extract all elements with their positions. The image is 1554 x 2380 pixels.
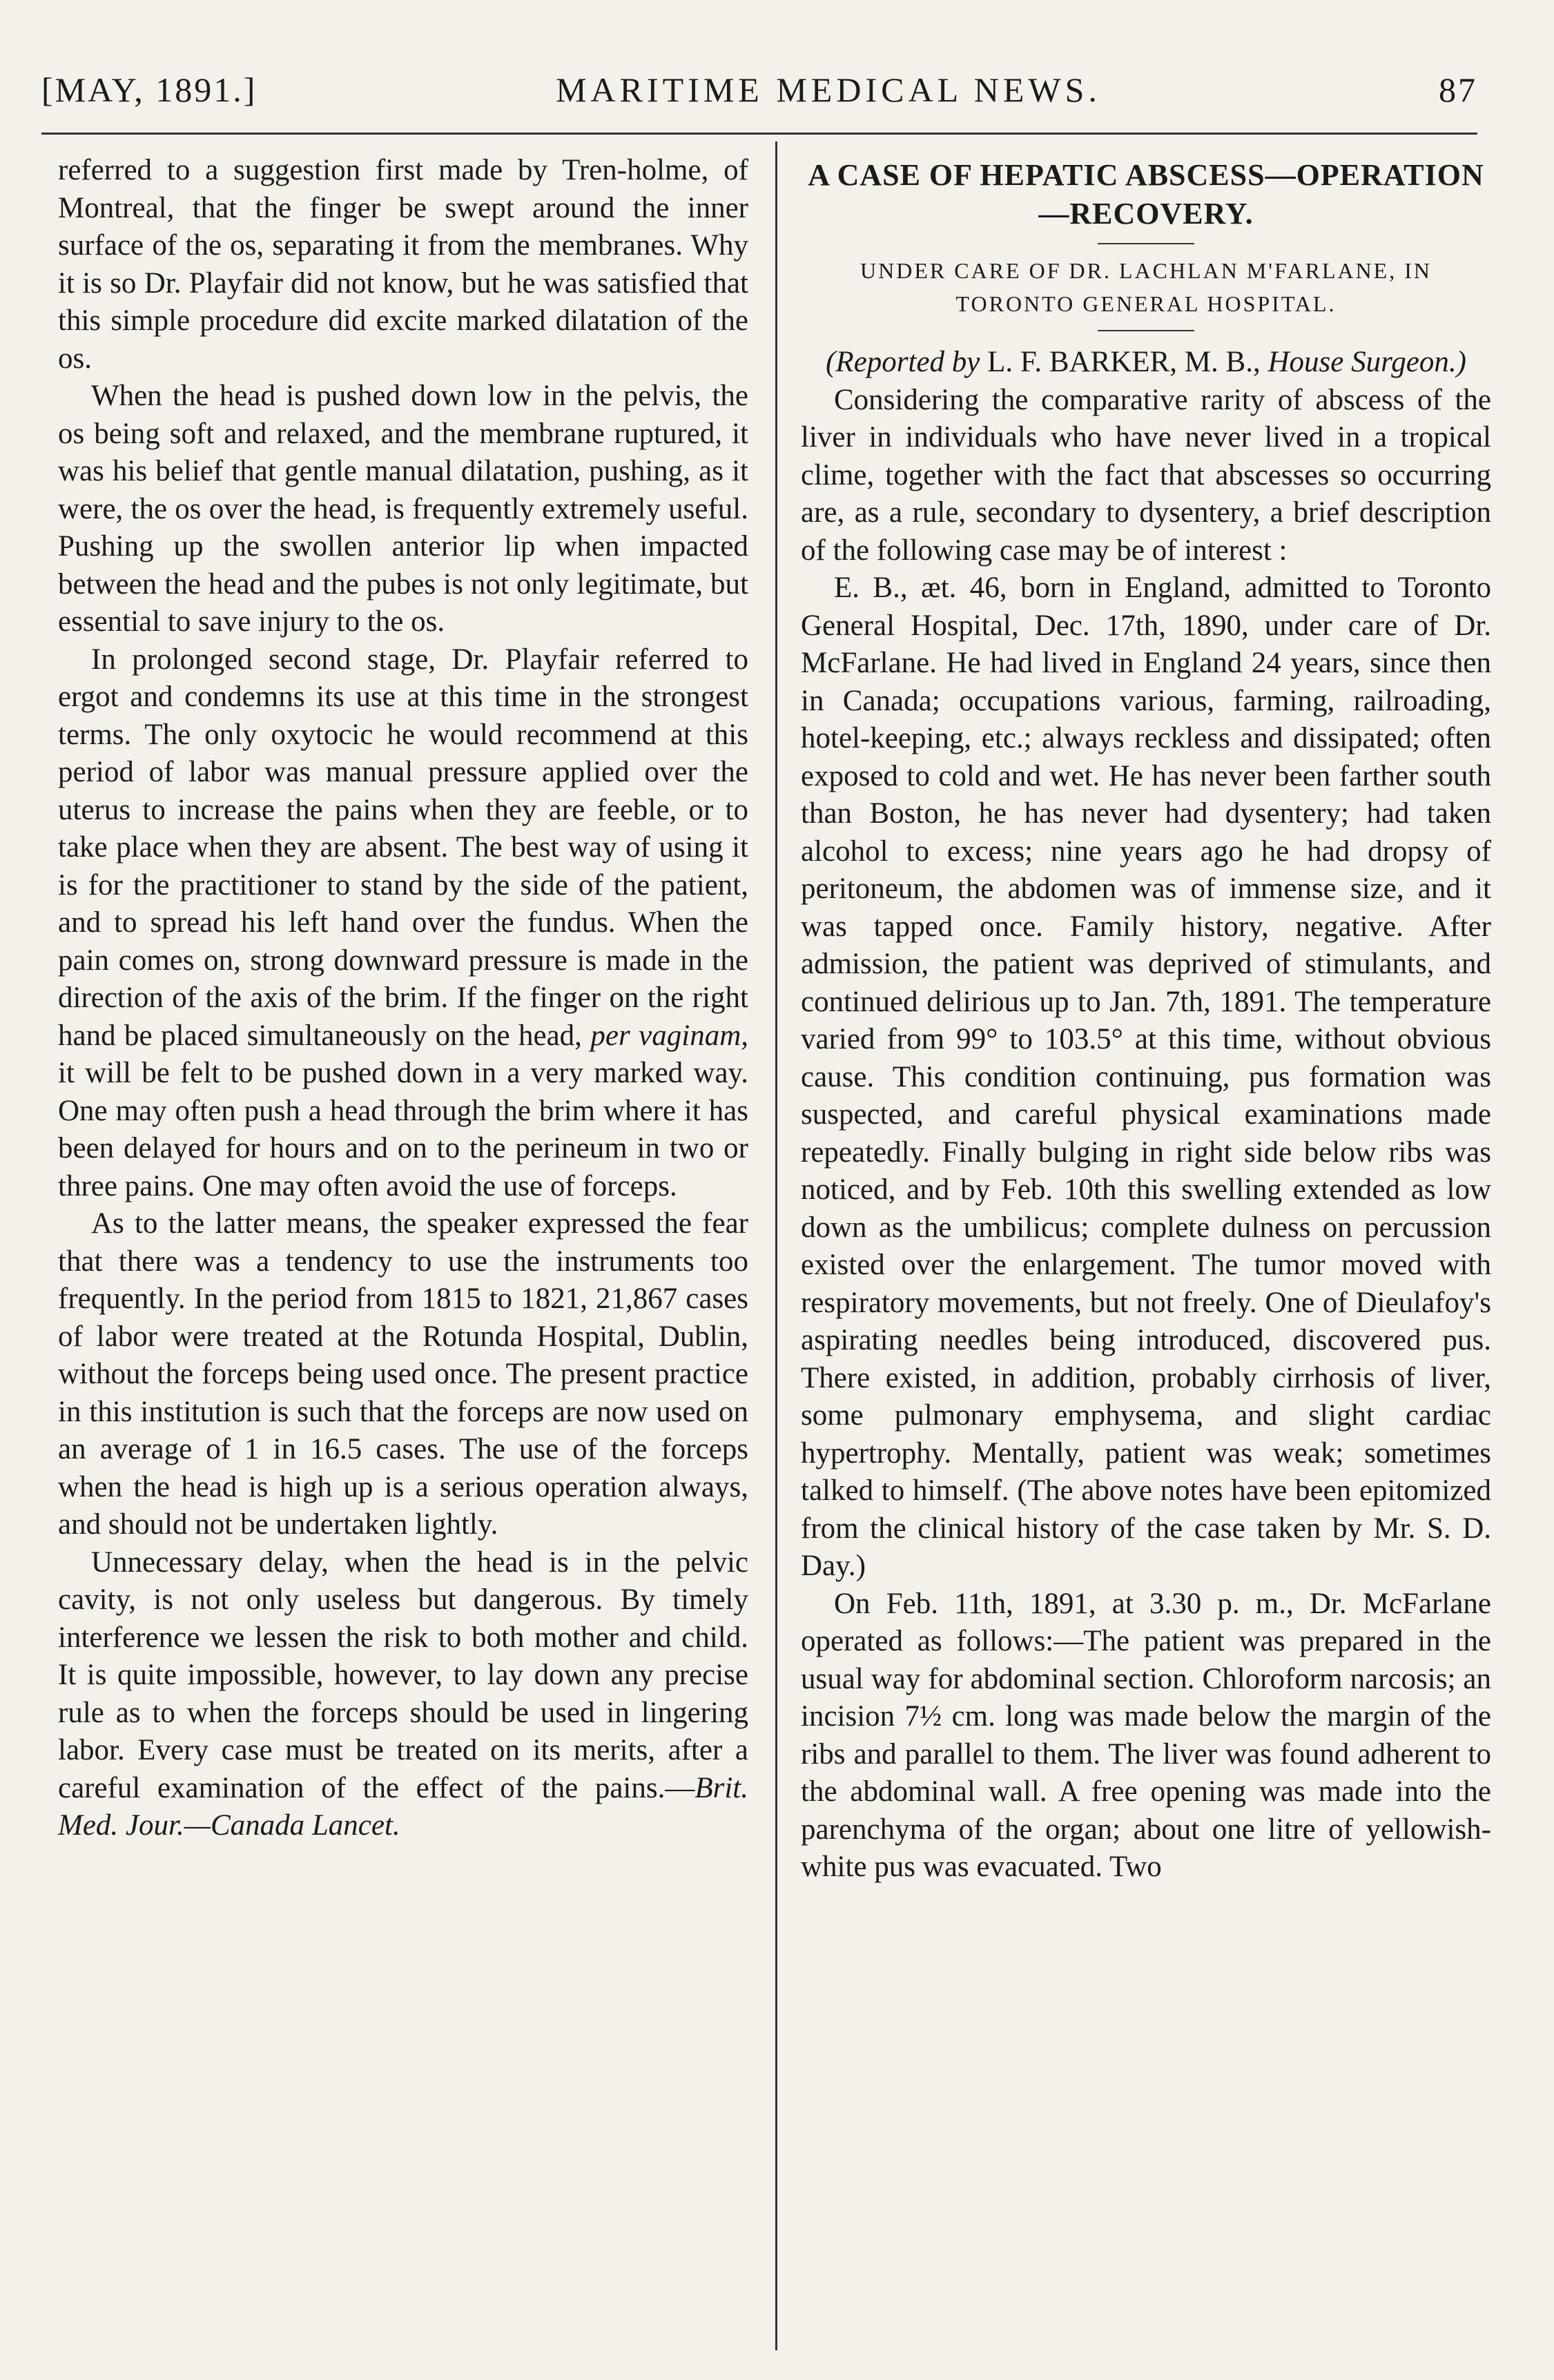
page-number: 87 bbox=[1439, 70, 1477, 109]
left-paragraph-1: referred to a suggestion first made by Tren-holme, of Montreal, that the finger be swept around the inner surface of the os, separating it from the membranes. Why it is so Dr. Playfair did not know, but he was satisfied that this simple procedure did excite marked dilatation of the os. bbox=[58, 154, 748, 375]
column-divider bbox=[775, 142, 777, 2350]
left-paragraph-5-text: Unnecessary delay, when the head is in the pelvic cavity, is not only useless but dangerous. By timely interference we lessen the risk to both mother and child. It is quite impossible, however, to lay down any precise rule as to when the forceps should be used in lingering labor. Every case must be treated on its merits, after a careful examination of the effect of the pains.— bbox=[58, 1545, 748, 1804]
publication-title: MARITIME MEDICAL NEWS. bbox=[556, 70, 1101, 109]
reporter-name: L. F. BARKER, M. B., bbox=[987, 346, 1261, 378]
right-paragraph-3: On Feb. 11th, 1891, at 3.30 p. m., Dr. McFarlane operated as follows:—The patient was prepared in the usual way for abdominal section. Chloroform narcosis; an incision 7½ cm. long was made below the margin of the ribs and parallel to them. The liver was found adherent to the abdominal wall. A free opening was made into the parenchyma of the organ; about one litre of yellowish-white pus was evacuated. Two bbox=[801, 1587, 1491, 1883]
left-paragraph-3-text: In prolonged second stage, Dr. Playfair referred to ergot and condemns its use at this time in the strongest terms. The only oxytocic he would recommend at this period of labor was manual pressure applied over the uterus to increase the pains when they are feeble, or to take place when they are absent. The best way of using it is for the practitioner to stand by the side of the patient, and to spread his left hand over the fundus. When the pain comes on, strong downward pressure is made in the direction of the axis of the brim. If the finger on the right hand be placed simultaneously on the head, bbox=[58, 643, 748, 1052]
left-paragraph-4: As to the latter means, the speaker expressed the fear that there was a tendency to use the instruments too frequently. In the period from 1815 to 1821, 21,867 cases of labor were treated at the Rotunda Hospital, Dublin, without the forceps being used once. The present practice in this institution is such that the forceps are now used on an average of 1 in 16.5 cases. The use of the forceps when the head is high up is a serious operation always, and should not be undertaken lightly. bbox=[58, 1207, 748, 1541]
left-paragraph-5 bbox=[58, 1544, 748, 1845]
issue-date: [MAY, 1891.] bbox=[41, 70, 258, 109]
header-rule bbox=[41, 133, 1477, 135]
left-paragraph-2: When the head is pushed down low in the pelvis, the os being soft and relaxed, and the membrane ruptured, it was his belief that gentle manual dilatation, pushing, as it were, the os over the head, is frequently extremely useful. Pushing up the swollen anterior lip when impacted between the head and the pubes is not only legitimate, but essential to save injury to the os. bbox=[58, 380, 748, 638]
article-title: A CASE OF HEPATIC ABSCESS—OPERATION—RECOVERY. bbox=[808, 158, 1484, 231]
left-column bbox=[58, 152, 748, 1845]
citation-source: Brit. Med. Jour.—Canada Lancet. bbox=[58, 1771, 748, 1842]
attribution-rule bbox=[1098, 330, 1194, 331]
right-column bbox=[801, 152, 1491, 1886]
page-header bbox=[41, 62, 1477, 117]
left-paragraph-3-end: it will be felt to be pushed down in a very marked way. One may often push a head through the brim where it has been delayed for hours and on to the perineum in two or three pains. One may often avoid the use of forceps. bbox=[58, 1057, 748, 1202]
right-paragraph-1: Considering the comparative rarity of abscess of the liver in individuals who have never lived in a tropical clime, together with the fact that abscesses so occurring are, as a rule, secondary to dysentery, a brief description of the following case may be of interest : bbox=[801, 383, 1491, 567]
reported-by bbox=[801, 344, 1491, 382]
article-attribution: UNDER CARE OF DR. LACHLAN M'FARLANE, IN TORONTO GENERAL HOSPITAL. bbox=[860, 258, 1432, 316]
title-rule bbox=[1098, 243, 1194, 244]
reported-prefix: (Reported by bbox=[826, 346, 980, 378]
right-paragraph-2: E. B., æt. 46, born in England, admitted to Toronto General Hospital, Dec. 17th, 1890, under care of Dr. McFarlane. He had lived in England 24 years, since then in Canada; occupations various, farming, railroading, hotel-keeping, etc.; always reckless and dissipated; often exposed to cold and wet. He has never been farther south than Boston, he has never had dysentery; had taken alcohol to excess; nine years ago he had dropsy of peritoneum, the abdomen was of immense size, and it was tapped once. Family history, negative. After admission, the patient was deprived of stimulants, and continued delirious up to Jan. 7th, 1891. The temperature varied from 99° to 103.5° at this time, without obvious cause. This condition continuing, pus formation was suspected, and careful physical examinations made repeatedly. Finally bulging in right side below ribs was noticed, and by Feb. 10th this swelling extended as low down as the umbilicus; complete dulness on percussion existed over the enlargement. The tumor moved with respiratory movements, but not freely. One of Dieulafoy's aspirating needles being introduced, discovered pus. There existed, in addition, probably cirrhosis of liver, some pulmonary emphysema, and slight cardiac hypertrophy. Mentally, patient was weak; sometimes talked to himself. (The above notes have been epitomized from the clinical history of the case taken by Mr. S. D. Day.) bbox=[801, 572, 1491, 1582]
per-vaginam-italic: per vaginam, bbox=[590, 1019, 749, 1052]
reported-suffix: House Surgeon.) bbox=[1268, 346, 1466, 378]
left-paragraph-3 bbox=[58, 641, 748, 1206]
